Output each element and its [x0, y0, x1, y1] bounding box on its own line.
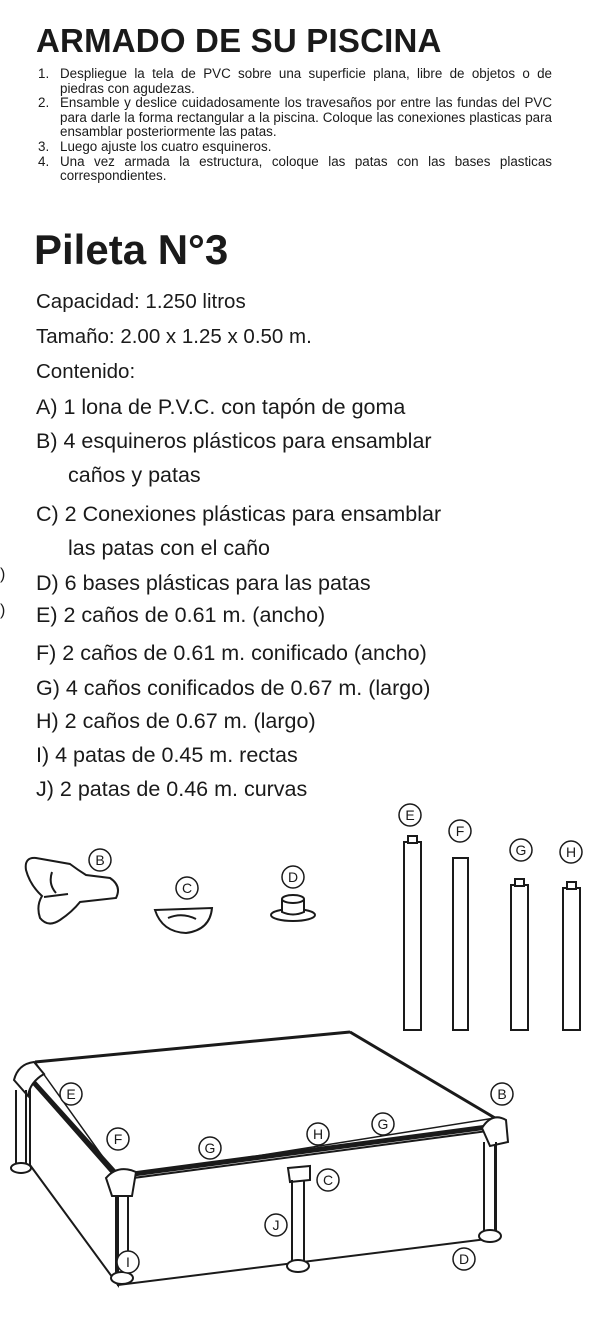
callout-h	[307, 1123, 329, 1145]
step-number: 2.	[38, 95, 50, 111]
step-text: Ensamble y deslice cuidadosamente los travesaños por entre las fundas del PVC para darle la forma rectangular a la piscina. Coloque las conexiones plasticas para ensamblar posteriormente las patas.	[60, 95, 552, 140]
product-heading: Pileta N°3	[34, 226, 229, 273]
callout-b-label: B	[95, 852, 105, 868]
capacity-label: Capacidad:	[36, 290, 140, 313]
content-item-b-line1: B) 4 esquineros plásticos para ensamblar	[36, 429, 432, 453]
margin-mark: )	[0, 566, 6, 583]
callout-j	[265, 1214, 287, 1236]
pipe-g-part	[511, 879, 528, 1030]
content-item-b-line2: caños y patas	[68, 463, 201, 487]
page-title: ARMADO DE SU PISCINA	[36, 22, 442, 59]
callout-b	[89, 849, 111, 871]
callout-h-label: H	[565, 844, 577, 860]
callout-c	[176, 877, 198, 899]
callout-b	[491, 1083, 513, 1105]
content-item-c-line2: las patas con el caño	[68, 536, 270, 560]
callout-j-label: J	[272, 1217, 280, 1233]
size-line	[36, 325, 312, 349]
callout-h	[560, 841, 582, 863]
callout-b-label: B	[497, 1086, 507, 1102]
callout-e	[399, 804, 421, 826]
pipe-h-part	[563, 882, 580, 1030]
content-item-i: I) 4 patas de 0.45 m. rectas	[36, 743, 298, 767]
callout-g-label: G	[377, 1116, 389, 1132]
callout-e	[60, 1083, 82, 1105]
margin-mark: )	[0, 602, 6, 619]
step-item	[38, 140, 552, 155]
content-item-g: G) 4 caños conificados de 0.67 m. (largo)	[36, 676, 431, 700]
content-item-h: H) 2 caños de 0.67 m. (largo)	[36, 709, 316, 733]
callout-f	[107, 1128, 129, 1150]
content-item-a: A) 1 lona de P.V.C. con tapón de goma	[36, 395, 406, 419]
step-item	[38, 67, 552, 96]
callout-d-label: D	[287, 869, 299, 885]
callout-f-label: F	[113, 1131, 123, 1147]
content-item-c-line1: C) 2 Conexiones plásticas para ensamblar	[36, 502, 442, 526]
connection-part	[155, 908, 212, 933]
callout-g	[199, 1137, 221, 1159]
callout-c-label: C	[181, 880, 193, 896]
callout-d-label: D	[458, 1251, 470, 1267]
content-item-c	[36, 497, 441, 565]
pipe-e-part	[404, 836, 421, 1030]
callout-i-label: I	[126, 1254, 130, 1270]
pool-frame-drawing	[11, 1032, 508, 1285]
content-item-e: E) 2 caños de 0.61 m. (ancho)	[36, 603, 326, 627]
step-number: 3.	[38, 138, 50, 154]
callout-d	[282, 866, 304, 888]
capacity-value: 1.250 litros	[139, 290, 246, 313]
callout-g	[372, 1113, 394, 1135]
base-part	[271, 895, 315, 921]
step-item	[38, 96, 552, 140]
callout-e-label: E	[66, 1086, 76, 1102]
callout-g-label: G	[515, 842, 527, 858]
step-number: 1.	[38, 66, 50, 81]
assembly-steps	[38, 67, 552, 184]
step-item	[38, 155, 552, 184]
callout-c	[317, 1169, 339, 1191]
size-label: Tamaño:	[36, 325, 115, 348]
step-text: Despliegue la tela de PVC sobre una superficie plana, libre de objetos o de piedras con agudezas.	[60, 66, 552, 96]
callout-f-label: F	[455, 823, 465, 839]
size-value: 2.00 x 1.25 x 0.50 m.	[114, 325, 312, 348]
assembly-diagram	[0, 795, 600, 1328]
step-text: Una vez armada la estructura, coloque las patas con las bases plasticas correspondientes.	[60, 153, 552, 184]
step-number: 4.	[38, 153, 50, 169]
callout-h-label: H	[312, 1126, 324, 1142]
callout-f	[449, 820, 471, 842]
callout-i	[117, 1251, 139, 1273]
callout-c-label: C	[322, 1172, 334, 1188]
content-item-j: J) 2 patas de 0.46 m. curvas	[36, 777, 308, 801]
callout-g-label: G	[204, 1140, 216, 1156]
pipe-f-part	[453, 858, 468, 1030]
capacity-line	[36, 290, 246, 314]
content-item-f: F) 2 caños de 0.61 m. conificado (ancho)	[36, 641, 427, 665]
callout-d	[453, 1248, 475, 1270]
callout-e-label: E	[405, 807, 415, 823]
step-text: Luego ajuste los cuatro esquineros.	[60, 138, 272, 154]
content-item-d: D) 6 bases plásticas para las patas	[36, 571, 371, 595]
contents-label: Contenido:	[36, 360, 136, 383]
content-item-b	[36, 424, 432, 492]
callout-g	[510, 839, 532, 861]
